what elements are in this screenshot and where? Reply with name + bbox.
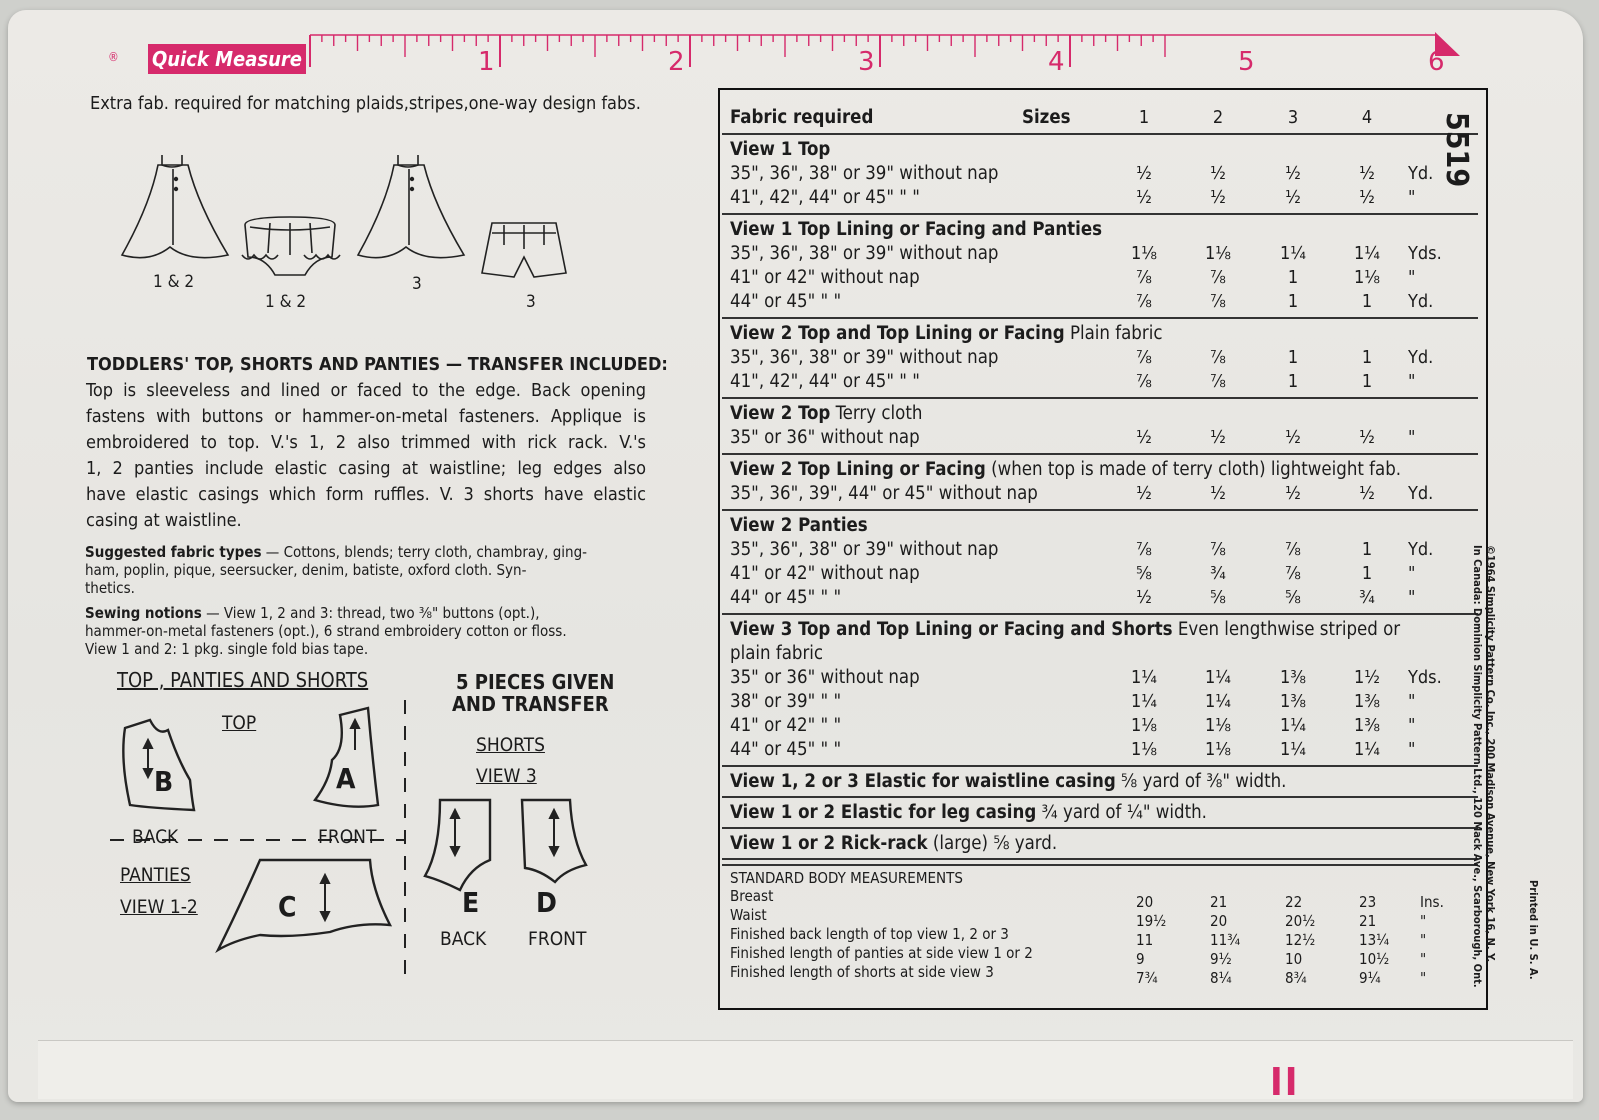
sketch-label-panties-1-2: 1 & 2 [265,292,307,312]
fabric-amount: 1⅛ [1205,243,1231,264]
fabric-amount: ½ [1136,163,1152,184]
fabric-amount: ½ [1359,163,1375,184]
fabric-amount: ½ [1136,483,1152,504]
size-column-header: 1 [1138,107,1150,128]
table-header-sizes: Sizes [1022,107,1071,128]
body-measurement-value: 19½ [1136,912,1167,930]
fabric-amount: ⅞ [1210,539,1226,560]
body-measurement-value: 23 [1359,893,1377,911]
sketch-label-shorts-3: 3 [526,292,536,312]
notion-amount: ¾ yard of ¼" width. [1036,802,1207,823]
fabric-row-label: 35" or 36" without nap [730,427,920,448]
panties-label: PANTIES [120,864,191,886]
sketch-label-top-3: 3 [412,274,422,294]
fabric-unit: " [1408,715,1416,736]
fabric-unit: " [1408,427,1416,448]
fabric-amount: ½ [1359,187,1375,208]
body-measurement-label: Finished back length of top view 1, 2 or 3 [730,925,1009,943]
fabric-row-label: 41" or 42" without nap [730,563,920,584]
sewing-notions-label: Sewing notions [85,604,202,622]
ruler-number: 4 [1048,47,1065,77]
fabric-amount: 1 [1287,347,1299,368]
description-line: embroidered to top. V.'s 1, 2 also trimmed with rick rack. V.'s [86,432,646,453]
fabric-amount: 1½ [1354,667,1380,688]
body-measurement-value: 21 [1359,912,1377,930]
pieces-count-line-1: 5 PIECES GIVEN [456,670,615,694]
quick-measure-ruler [100,32,1485,82]
fabric-amount: ⅞ [1136,371,1152,392]
fabric-amount: 1 [1361,539,1373,560]
ruler-number: 6 [1428,47,1445,77]
fabric-types-line-3: thetics. [85,579,135,597]
fabric-amount: 1⅛ [1205,739,1231,760]
description-line: fastens with buttons or hammer-on-metal fasteners. Applique is [86,406,646,427]
fabric-unit: Yd. [1408,539,1434,560]
fabric-row-label: 44" or 45" " " [730,587,842,608]
table-header-fabric-required: Fabric required [730,107,874,128]
top-label: TOP [222,712,257,734]
fabric-amount: 1¼ [1354,739,1380,760]
body-measurement-value: 10 [1285,950,1303,968]
fabric-amount: 1 [1287,371,1299,392]
fabric-amount: 1¼ [1131,691,1157,712]
table-divider [722,864,1478,866]
body-measurement-label: Finished length of panties at side view 1 or 2 [730,944,1033,962]
table-divider [722,453,1478,455]
piece-c-outline [218,860,390,950]
body-measurement-value: 20½ [1285,912,1316,930]
fabric-amount: ⅞ [1136,347,1152,368]
body-measurement-value: 11 [1136,931,1154,949]
section-note: (when top is made of terry cloth) lightweight fab. [985,459,1402,480]
ruler-number: 2 [668,47,685,77]
sewing-notions-line-1: — View 1, 2 and 3: thread, two ⅜" buttons (opt.), [201,604,540,622]
section-note: Terry cloth [830,403,923,424]
fabric-unit: Yd. [1408,163,1434,184]
fabric-amount: ¾ [1359,587,1375,608]
fabric-amount: ⅞ [1210,291,1226,312]
fabric-unit: " [1408,187,1416,208]
fabric-amount: 1⅜ [1354,715,1380,736]
body-measurement-value: 7¾ [1136,969,1158,987]
garment-sketches [110,145,580,320]
fabric-row-label: 35", 36", 38" or 39" without nap [730,163,999,184]
printed-in-usa: Printed in U. S. A. [1527,880,1540,980]
table-divider [722,858,1478,860]
piece-d-letter: D [536,886,557,919]
sketch-panties-view-1-2 [242,217,340,275]
fabric-types-line-2: ham, poplin, pique, seersucker, denim, batiste, oxford cloth. Syn- [85,561,527,579]
fabric-amount: 1 [1361,291,1373,312]
piece-c-letter: C [278,890,297,923]
fabric-amount: ½ [1210,427,1226,448]
fabric-amount: 1 [1361,563,1373,584]
piece-e-back-label: BACK [440,928,487,950]
fabric-amount: ½ [1359,427,1375,448]
body-measurement-value: 12½ [1285,931,1316,949]
section-title: View 1 Top Lining or Facing and Panties [730,219,1103,240]
fabric-amount: ½ [1210,483,1226,504]
envelope-flap [38,1040,1573,1099]
fabric-unit: Yds. [1408,243,1442,264]
fabric-amount: ⅞ [1285,563,1301,584]
body-measurement-value: 8¾ [1285,969,1307,987]
fabric-amount: 1¼ [1354,243,1380,264]
piece-a-front-label: FRONT [318,826,377,848]
sketch-shorts-view-3 [482,223,566,277]
fabric-amount: 1 [1287,267,1299,288]
body-measurement-value: 10½ [1359,950,1390,968]
body-measurement-label: Waist [730,906,767,924]
fabric-amount: 1⅛ [1131,243,1157,264]
fabric-amount: 1⅛ [1205,715,1231,736]
fabric-amount: 1⅛ [1131,739,1157,760]
body-measurement-unit: " [1420,931,1427,949]
size-column-header: 4 [1361,107,1373,128]
footer-mark: II [1270,1060,1300,1104]
fabric-unit: " [1408,739,1416,760]
fabric-amount: 1⅛ [1131,715,1157,736]
view-1-2-label: VIEW 1-2 [120,896,198,918]
description-line: have elastic casings which form ruffles. V. 3 shorts have elastic [86,484,646,505]
fabric-amount: 1 [1287,291,1299,312]
table-divider [722,613,1478,615]
fabric-amount: ½ [1359,483,1375,504]
fabric-amount: ⅞ [1210,347,1226,368]
fabric-row-label: 35" or 36" without nap [730,667,920,688]
fabric-amount: 1⅜ [1280,667,1306,688]
fabric-amount: 1¼ [1205,691,1231,712]
quick-measure-badge: Quick Measure [148,44,306,74]
section-note-continued: plain fabric [730,643,824,664]
fabric-types-label: Suggested fabric types [85,543,262,561]
fabric-amount: ⅞ [1210,267,1226,288]
section-title: View 2 Top Terry cloth [730,403,923,424]
sketch-top-view-3 [358,155,464,258]
body-measurement-value: 22 [1285,893,1303,911]
fabric-amount: ⅞ [1136,267,1152,288]
description-line: casing at waistline. [86,510,242,531]
fabric-row-label: 44" or 45" " " [730,739,842,760]
body-measurement-value: 8¼ [1210,969,1232,987]
fabric-amount: ½ [1210,187,1226,208]
size-column-header: 2 [1212,107,1224,128]
fabric-unit: " [1408,267,1416,288]
pieces-heading: TOP , PANTIES AND SHORTS [117,668,369,692]
body-measurements-heading: STANDARD BODY MEASUREMENTS [730,869,963,887]
fabric-amount: ⅞ [1285,539,1301,560]
fabric-unit: " [1408,371,1416,392]
body-measurement-unit: " [1420,912,1427,930]
fabric-unit: " [1408,691,1416,712]
piece-d-front-label: FRONT [528,928,587,950]
body-measurement-label: Finished length of shorts at side view 3 [730,963,994,981]
fabric-types-line-1: — Cottons, blends; terry cloth, chambray, ging- [261,543,588,561]
suggested-fabric-types [85,543,587,561]
sketch-label-top-1-2: 1 & 2 [153,272,195,292]
pattern-pieces-diagram [110,700,610,1000]
pattern-number: 5519 [1439,112,1474,188]
fabric-amount: ⅞ [1210,371,1226,392]
fabric-amount: 1⅜ [1354,691,1380,712]
fabric-amount: ⅝ [1136,563,1152,584]
fabric-row-label: 38" or 39" " " [730,691,842,712]
view-3-label: VIEW 3 [476,765,537,787]
size-column-header: 3 [1287,107,1299,128]
fabric-row-label: 35", 36", 38" or 39" without nap [730,347,999,368]
description-title: TODDLERS' TOP, SHORTS AND PANTIES — TRANSFER INCLUDED: [87,354,668,375]
fabric-amount: ½ [1285,163,1301,184]
notion-amount: ⅝ yard of ⅜" width. [1115,771,1287,792]
fabric-amount: ½ [1136,587,1152,608]
fabric-amount: ¾ [1210,563,1226,584]
fabric-amount: ⅝ [1285,587,1301,608]
notion-title: View 1 or 2 Elastic for leg casing ¾ yard of ¼" width. [730,802,1207,823]
sewing-notions-line-2: hammer-on-metal fasteners (opt.), 6 strand embroidery cotton or floss. [85,622,567,640]
section-title: View 2 Panties [730,515,868,536]
fabric-amount: ⅝ [1210,587,1226,608]
ruler-number: 3 [858,47,875,77]
table-divider [722,133,1478,135]
body-measurement-value: 20 [1210,912,1228,930]
fabric-amount: ½ [1210,163,1226,184]
table-divider [722,765,1478,767]
sketch-top-view-1-2 [122,155,228,258]
fabric-amount: 1 [1361,347,1373,368]
description-line: 1, 2 panties include elastic casing at waistline; leg edges also [86,458,646,479]
fabric-amount: ½ [1136,187,1152,208]
body-measurement-value: 9 [1136,950,1145,968]
ruler-number: 1 [478,47,495,77]
fabric-amount: 1¼ [1131,667,1157,688]
fabric-unit: Yd. [1408,483,1434,504]
notion-amount: (large) ⅝ yard. [927,833,1058,854]
registered-mark: ® [108,50,119,64]
table-divider [722,317,1478,319]
description-line: Top is sleeveless and lined or faced to the edge. Back opening [86,380,646,401]
fabric-row-label: 35", 36", 38" or 39" without nap [730,243,999,264]
pieces-count-line-2: AND TRANSFER [452,692,609,716]
fabric-row-label: 41", 42", 44" or 45" " " [730,371,920,392]
fabric-unit: " [1408,563,1416,584]
table-divider [722,509,1478,511]
notion-title: View 1, 2 or 3 Elastic for waistline casing ⅝ yard of ⅜" width. [730,771,1287,792]
body-measurement-value: 9½ [1210,950,1232,968]
body-measurement-unit: " [1420,969,1427,987]
section-title: View 1 Top [730,139,831,160]
section-note: Plain fabric [1064,323,1163,344]
fabric-amount: 1¼ [1280,243,1306,264]
piece-b-letter: B [154,765,174,798]
sewing-notions-line-3: View 1 and 2: 1 pkg. single fold bias tape. [85,640,369,658]
piece-e-letter: E [462,886,480,919]
fabric-row-label: 41" or 42" without nap [730,267,920,288]
fabric-unit: Yd. [1408,291,1434,312]
fabric-amount: 1¼ [1280,739,1306,760]
body-measurement-value: 21 [1210,893,1228,911]
fabric-amount: 1¼ [1280,715,1306,736]
fabric-row-label: 35", 36", 38" or 39" without nap [730,539,999,560]
extra-fabric-note: Extra fab. required for matching plaids,stripes,one-way design fabs. [90,93,641,114]
fabric-amount: 1⅛ [1354,267,1380,288]
body-measurement-value: 11¾ [1210,931,1241,949]
copyright-line-2: In Canada: Dominion Simplicity Pattern Ltd., 120 Mack Ave., Scarborough, Ont. [1471,545,1484,988]
fabric-amount: 1⅜ [1280,691,1306,712]
table-divider [722,796,1478,798]
fabric-row-label: 35", 36", 39", 44" or 45" without nap [730,483,1038,504]
copyright-line-1: ©1964 Simplicity Pattern Co. Inc., 200 Madison Avenue, New York 16, N. Y. [1484,545,1497,963]
fabric-row-label: 41" or 42" " " [730,715,842,736]
sewing-notions [85,604,540,622]
body-measurement-unit: " [1420,950,1427,968]
section-title: View 2 Top Lining or Facing (when top is made of terry cloth) lightweight fab. [730,459,1402,480]
body-measurement-value: 13¼ [1359,931,1390,949]
fabric-amount: ½ [1136,427,1152,448]
section-note: Even lengthwise striped or [1172,619,1401,640]
fabric-amount: ½ [1285,187,1301,208]
fabric-amount: ⅞ [1136,291,1152,312]
notion-title: View 1 or 2 Rick-rack (large) ⅝ yard. [730,833,1058,854]
section-title: View 3 Top and Top Lining or Facing and Shorts Even lengthwise striped or [730,619,1401,640]
body-measurement-value: 9¼ [1359,969,1381,987]
fabric-unit: Yds. [1408,667,1442,688]
table-divider [722,397,1478,399]
fabric-unit: Yd. [1408,347,1434,368]
fabric-row-label: 44" or 45" " " [730,291,842,312]
fabric-unit: " [1408,587,1416,608]
piece-b-back-label: BACK [132,826,179,848]
body-measurement-value: 20 [1136,893,1154,911]
piece-a-letter: A [336,762,356,795]
ruler-number: 5 [1238,47,1255,77]
section-title: View 2 Top and Top Lining or Facing Plain fabric [730,323,1163,344]
fabric-amount: ⅞ [1136,539,1152,560]
fabric-amount: ½ [1285,427,1301,448]
table-divider [722,827,1478,829]
fabric-row-label: 41", 42", 44" or 45" " " [730,187,920,208]
fabric-amount: ½ [1285,483,1301,504]
body-measurement-unit: Ins. [1420,893,1444,911]
table-divider [722,213,1478,215]
fabric-amount: 1 [1361,371,1373,392]
fabric-amount: 1¼ [1205,667,1231,688]
shorts-label: SHORTS [476,734,545,756]
body-measurement-label: Breast [730,887,774,905]
